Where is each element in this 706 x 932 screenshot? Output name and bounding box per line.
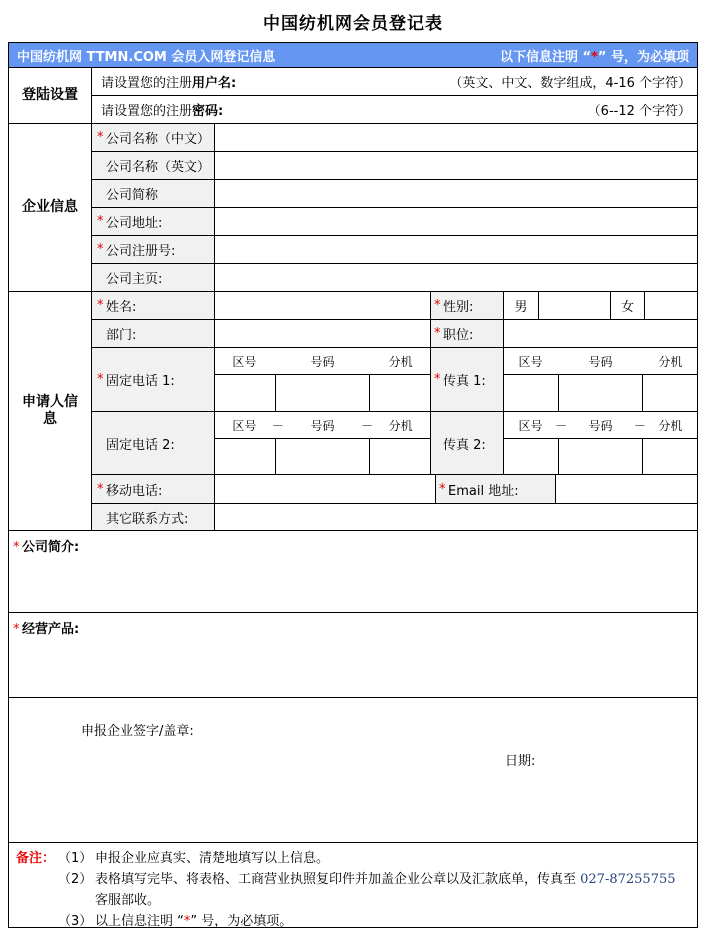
tel1-column-headers xyxy=(215,348,430,374)
login-section xyxy=(9,68,697,123)
required-star-icon: * xyxy=(434,326,441,341)
area-code-header: 区号 xyxy=(518,418,543,433)
fax1-extension-input[interactable] xyxy=(643,375,697,411)
company-intro-input[interactable] xyxy=(9,555,697,612)
date-label: 日期: xyxy=(505,754,536,769)
extension-header: 分机 xyxy=(658,354,683,369)
required-star-icon: * xyxy=(591,49,598,65)
extension-header: 分机 xyxy=(388,418,413,433)
company-homepage-row xyxy=(92,264,697,291)
required-note-prefix: 以下信息注明 “ xyxy=(500,49,592,65)
applicant-section xyxy=(9,292,697,530)
tel2-label: 固定电话 2: xyxy=(92,412,214,474)
position-input[interactable] xyxy=(504,320,697,347)
required-star-icon: * xyxy=(97,242,104,257)
password-label-prefix: 请设置您的注册 xyxy=(101,104,193,119)
applicant-section-label: 申请人信息 xyxy=(9,292,91,530)
required-star-icon: * xyxy=(13,540,20,555)
company-name-cn-row xyxy=(92,124,697,151)
header-bar-required-note xyxy=(500,46,689,65)
tel1-area-code-input[interactable] xyxy=(215,375,275,411)
tel2-number-input[interactable] xyxy=(276,439,369,474)
fax1-label: * 传真 1: xyxy=(431,348,503,411)
sex-female-label: 女 xyxy=(611,292,644,319)
number-header: 号码 xyxy=(588,418,613,433)
mobile-input[interactable] xyxy=(215,475,435,503)
extension-header: 分机 xyxy=(658,418,683,433)
signature-stamp-area[interactable] xyxy=(9,698,697,842)
username-row xyxy=(92,68,697,95)
fax2-label: 传真 2: xyxy=(431,412,503,474)
name-input[interactable] xyxy=(215,292,430,319)
required-note-suffix: ” 号，为必填项 xyxy=(597,49,689,65)
username-label-prefix: 请设置您的注册 xyxy=(101,76,193,91)
position-label: * 职位: xyxy=(431,320,503,347)
email-input[interactable] xyxy=(556,475,697,503)
number-header: 号码 xyxy=(310,418,335,433)
header-bar-title: 中国纺机网 TTMN.COM 会员入网登记信息 xyxy=(17,49,276,65)
username-label-bold: 用户名: xyxy=(192,76,237,91)
password-label-bold: 密码: xyxy=(192,104,224,119)
department-label: 部门: xyxy=(92,320,214,347)
note-1-text: 申报企业应真实、清楚地填写以上信息。 xyxy=(95,851,330,866)
company-intro-label: * 公司简介: xyxy=(13,540,80,555)
extension-header: 分机 xyxy=(388,354,413,369)
number-header: 号码 xyxy=(310,354,335,369)
fax-phone-number: 027-87255755 xyxy=(580,872,676,887)
note-2-text xyxy=(95,869,689,911)
products-label: * 经营产品: xyxy=(13,622,80,637)
registration-table xyxy=(8,42,698,928)
company-short-name-label: 公司简称 xyxy=(92,180,214,207)
dept-position-row xyxy=(92,320,697,347)
required-star-icon: * xyxy=(13,622,20,637)
company-address-row xyxy=(92,208,697,235)
fax1-column-headers xyxy=(504,348,697,374)
company-intro-cell xyxy=(9,531,697,612)
password-label xyxy=(101,100,223,119)
tel1-fields xyxy=(215,348,430,411)
company-section-label: 企业信息 xyxy=(9,124,91,291)
company-address-input[interactable] xyxy=(215,208,697,235)
required-star-icon: * xyxy=(97,372,104,387)
username-label xyxy=(101,72,236,91)
note-2-number: （2） xyxy=(58,872,93,887)
company-short-name-row xyxy=(92,180,697,207)
note-3-number: （3） xyxy=(58,914,93,929)
company-name-cn-input[interactable] xyxy=(215,124,697,151)
company-name-en-input[interactable] xyxy=(215,152,697,179)
notes-label: 备注： xyxy=(16,851,56,866)
sex-male-checkbox-area[interactable] xyxy=(539,292,610,319)
note-2-text-before: 表格填写完毕、将表格、工商营业执照复印件并加盖企业公章以及汇款底单，传真至 xyxy=(95,872,581,887)
number-header: 号码 xyxy=(588,354,613,369)
dash-separator: － xyxy=(361,418,374,433)
other-contact-input[interactable] xyxy=(215,504,697,530)
products-input[interactable] xyxy=(9,637,697,697)
area-code-header: 区号 xyxy=(232,418,257,433)
other-contact-label: 其它联系方式: xyxy=(92,504,214,530)
required-star-icon: * xyxy=(97,214,104,229)
tel1-number-input[interactable] xyxy=(276,375,369,411)
fax1-fields xyxy=(504,348,697,411)
username-input[interactable] xyxy=(236,68,449,95)
tel2-column-headers xyxy=(215,412,430,438)
note-3-text-before: 以上信息注明 “ xyxy=(95,914,184,929)
dash-separator: － xyxy=(555,418,568,433)
sex-male-label: 男 xyxy=(504,292,538,319)
products-cell xyxy=(9,613,697,697)
tel1-label: * 固定电话 1: xyxy=(92,348,214,411)
required-star-icon: * xyxy=(97,481,104,497)
tel2-extension-input[interactable] xyxy=(370,439,430,474)
company-reg-number-label: * 公司注册号: xyxy=(92,236,214,263)
note-2-text-after: 客服部收。 xyxy=(95,893,161,908)
area-code-header: 区号 xyxy=(232,354,257,369)
fax1-area-code-input[interactable] xyxy=(504,375,558,411)
fax1-number-input[interactable] xyxy=(559,375,642,411)
required-star-icon: * xyxy=(439,481,446,497)
company-homepage-input[interactable] xyxy=(215,264,697,291)
tel2-fax2-row xyxy=(92,412,697,474)
required-star-icon: * xyxy=(97,298,104,313)
mobile-email-row xyxy=(92,475,697,503)
fax2-fields xyxy=(504,412,697,474)
other-contact-row xyxy=(92,504,697,530)
company-address-label: * 公司地址: xyxy=(92,208,214,235)
tel2-area-code-input[interactable] xyxy=(215,439,275,474)
required-star-icon: * xyxy=(97,130,104,145)
name-sex-row xyxy=(92,292,697,319)
tel1-fax1-row xyxy=(92,348,697,411)
sex-female-checkbox-area[interactable] xyxy=(645,292,697,319)
company-reg-number-row xyxy=(92,236,697,263)
password-row xyxy=(92,96,697,123)
note-item-1 xyxy=(58,848,689,869)
email-label: * Email 地址: xyxy=(436,475,555,503)
fax2-column-headers xyxy=(504,412,697,438)
required-star-icon: * xyxy=(183,914,191,929)
area-code-header: 区号 xyxy=(518,354,543,369)
note-item-2 xyxy=(58,869,689,911)
company-section xyxy=(9,124,697,291)
signature-label: 申报企业签字/盖章: xyxy=(81,724,194,739)
department-input[interactable] xyxy=(215,320,430,347)
name-label: * 姓名: xyxy=(92,292,214,319)
mobile-label: * 移动电话: xyxy=(92,475,214,503)
company-reg-number-input[interactable] xyxy=(215,236,697,263)
login-section-label: 登陆设置 xyxy=(9,68,91,123)
required-star-icon: * xyxy=(434,298,441,313)
company-homepage-label: 公司主页: xyxy=(92,264,214,291)
company-name-en-label: 公司名称（英文） xyxy=(92,152,214,179)
sex-label: * 性别: xyxy=(431,292,503,319)
notes-items xyxy=(58,848,689,927)
fax2-area-code-input[interactable] xyxy=(504,439,558,474)
dash-separator: － xyxy=(271,418,284,433)
tel2-fields xyxy=(215,412,430,474)
fax2-number-input[interactable] xyxy=(559,439,642,474)
required-star-icon: * xyxy=(434,372,441,387)
company-name-en-row xyxy=(92,152,697,179)
table-header-bar xyxy=(9,43,697,67)
note-3-text-after: ” 号，为必填项。 xyxy=(190,914,293,929)
fax2-extension-input[interactable] xyxy=(643,439,697,474)
password-hint: （6--12 个字符） xyxy=(587,104,691,119)
note-1-number: （1） xyxy=(58,851,93,866)
company-name-cn-label: * 公司名称（中文） xyxy=(92,124,214,151)
note-item-3 xyxy=(58,911,689,932)
notes-section xyxy=(9,843,697,927)
page-title: 中国纺机网会员登记表 xyxy=(263,14,443,34)
dash-separator: － xyxy=(633,418,646,433)
note-3-text xyxy=(95,911,689,932)
username-hint: （英文、中文、数字组成，4-16 个字符） xyxy=(449,76,691,91)
password-input[interactable] xyxy=(223,96,587,123)
company-short-name-input[interactable] xyxy=(215,180,697,207)
tel1-extension-input[interactable] xyxy=(370,375,430,411)
